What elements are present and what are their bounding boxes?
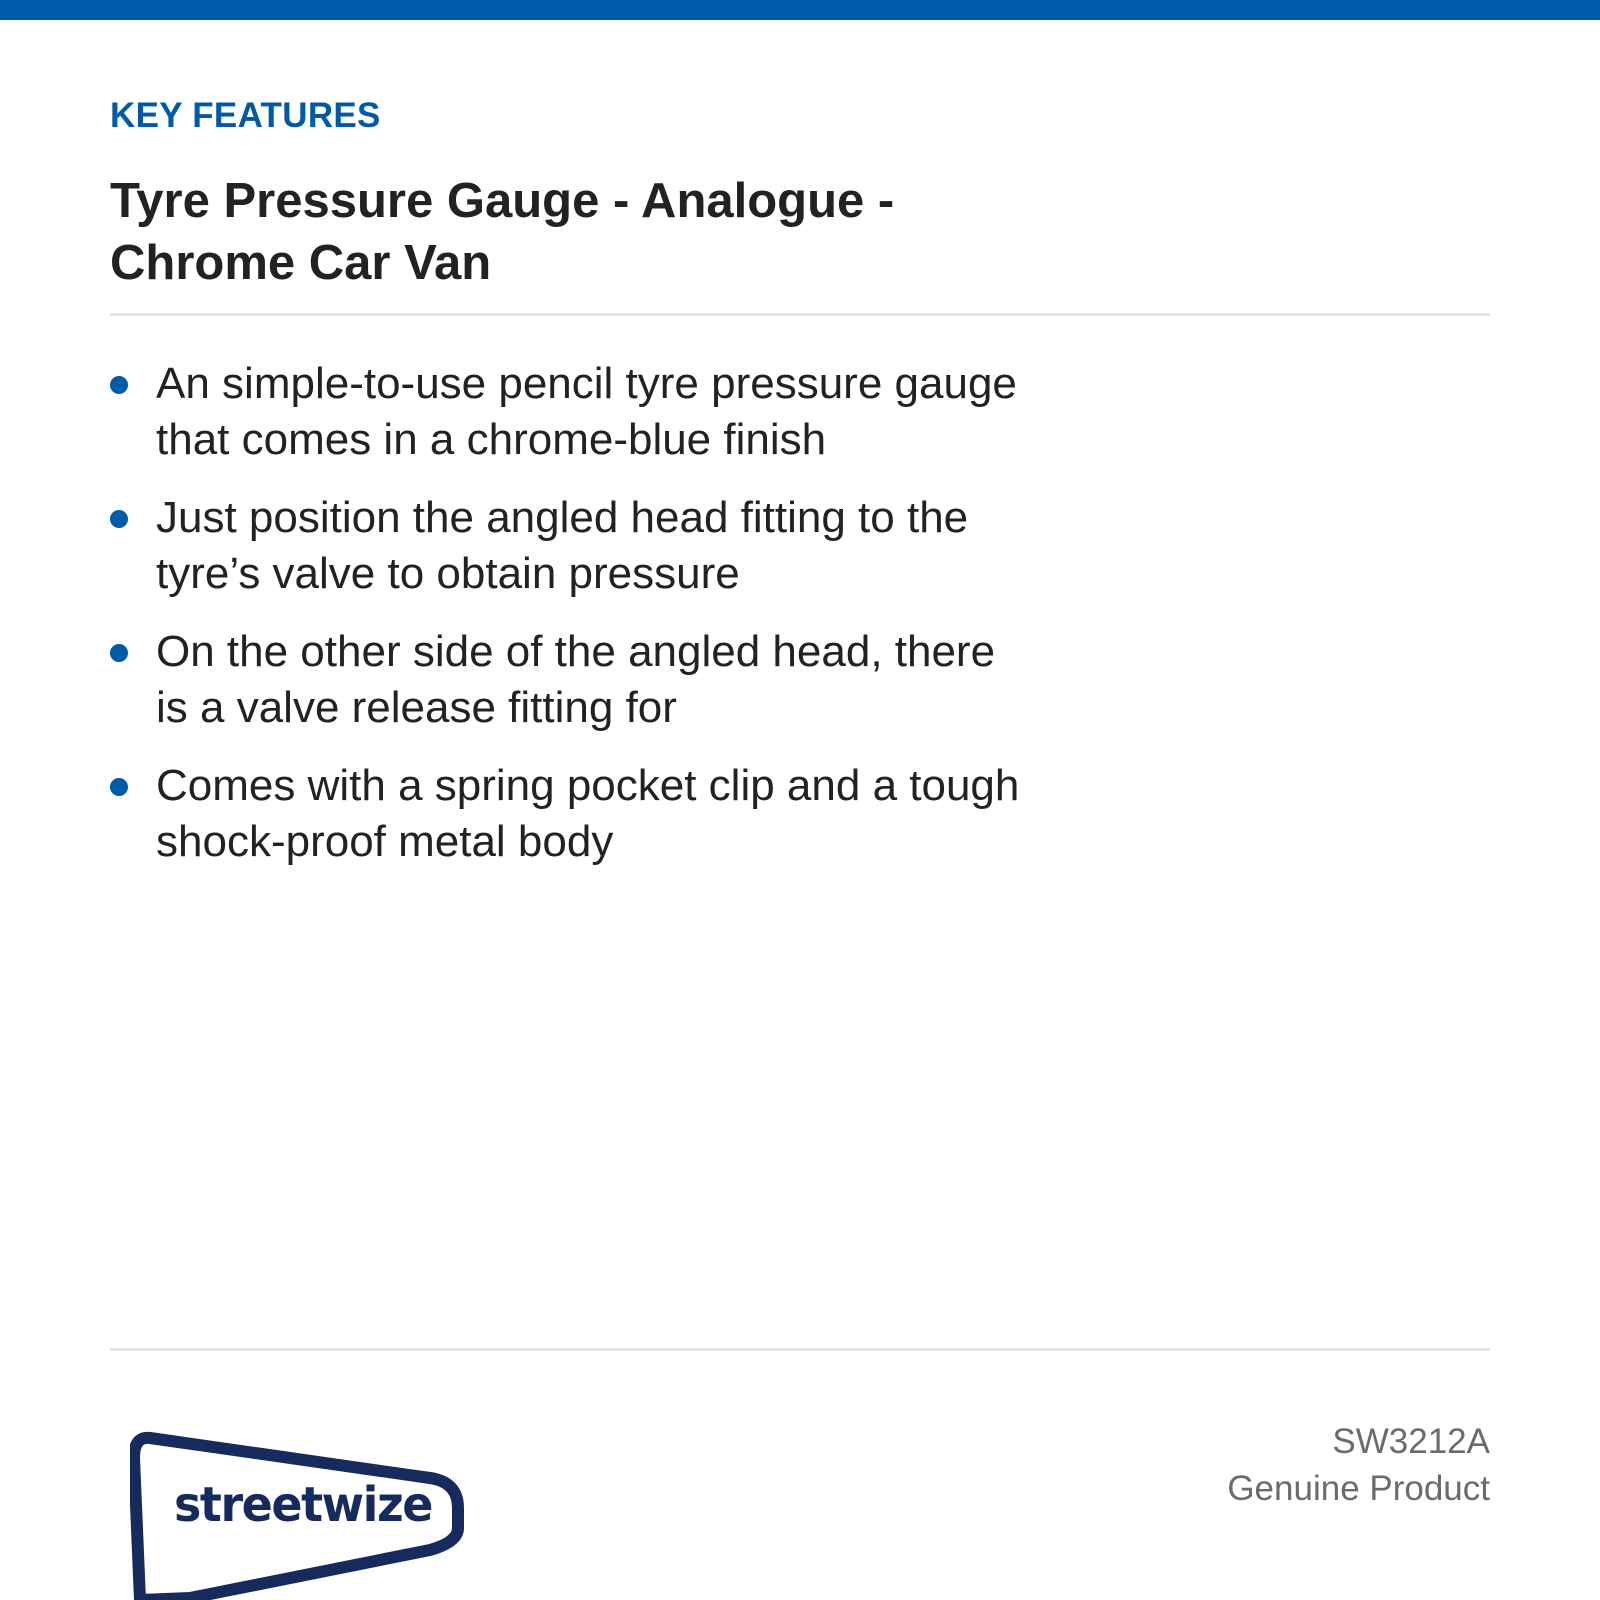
feature-item	[110, 758, 1030, 870]
feature-text: An simple-to-use pencil tyre pressure gauge that comes in a chrome-blue finish	[156, 359, 1017, 464]
feature-item	[110, 490, 1030, 602]
genuine-product-label: Genuine Product	[1227, 1469, 1490, 1508]
logo-wordmark: streetwize	[174, 1477, 432, 1533]
feature-text: Comes with a spring pocket clip and a tough shock-proof metal body	[156, 761, 1020, 866]
footer-divider	[110, 1348, 1490, 1351]
feature-text: Just position the angled head fitting to the tyre’s valve to obtain pressure	[156, 493, 969, 598]
feature-item	[110, 356, 1030, 468]
feature-item	[110, 624, 1030, 736]
product-title: Tyre Pressure Gauge - Analogue - Chrome Car Van	[110, 174, 895, 290]
bullet-icon	[110, 510, 128, 528]
bullet-icon	[110, 376, 128, 394]
bullet-icon	[110, 778, 128, 796]
title-divider	[110, 313, 1490, 316]
sku-block	[1227, 1418, 1490, 1512]
streetwize-logo	[130, 1430, 470, 1600]
section-label: KEY FEATURES	[110, 96, 381, 135]
feature-list	[110, 356, 1030, 892]
bullet-icon	[110, 644, 128, 662]
feature-text: On the other side of the angled head, there is a valve release fitting for	[156, 627, 996, 732]
top-accent-bar	[0, 0, 1600, 20]
sku-code: SW3212A	[1332, 1422, 1490, 1461]
